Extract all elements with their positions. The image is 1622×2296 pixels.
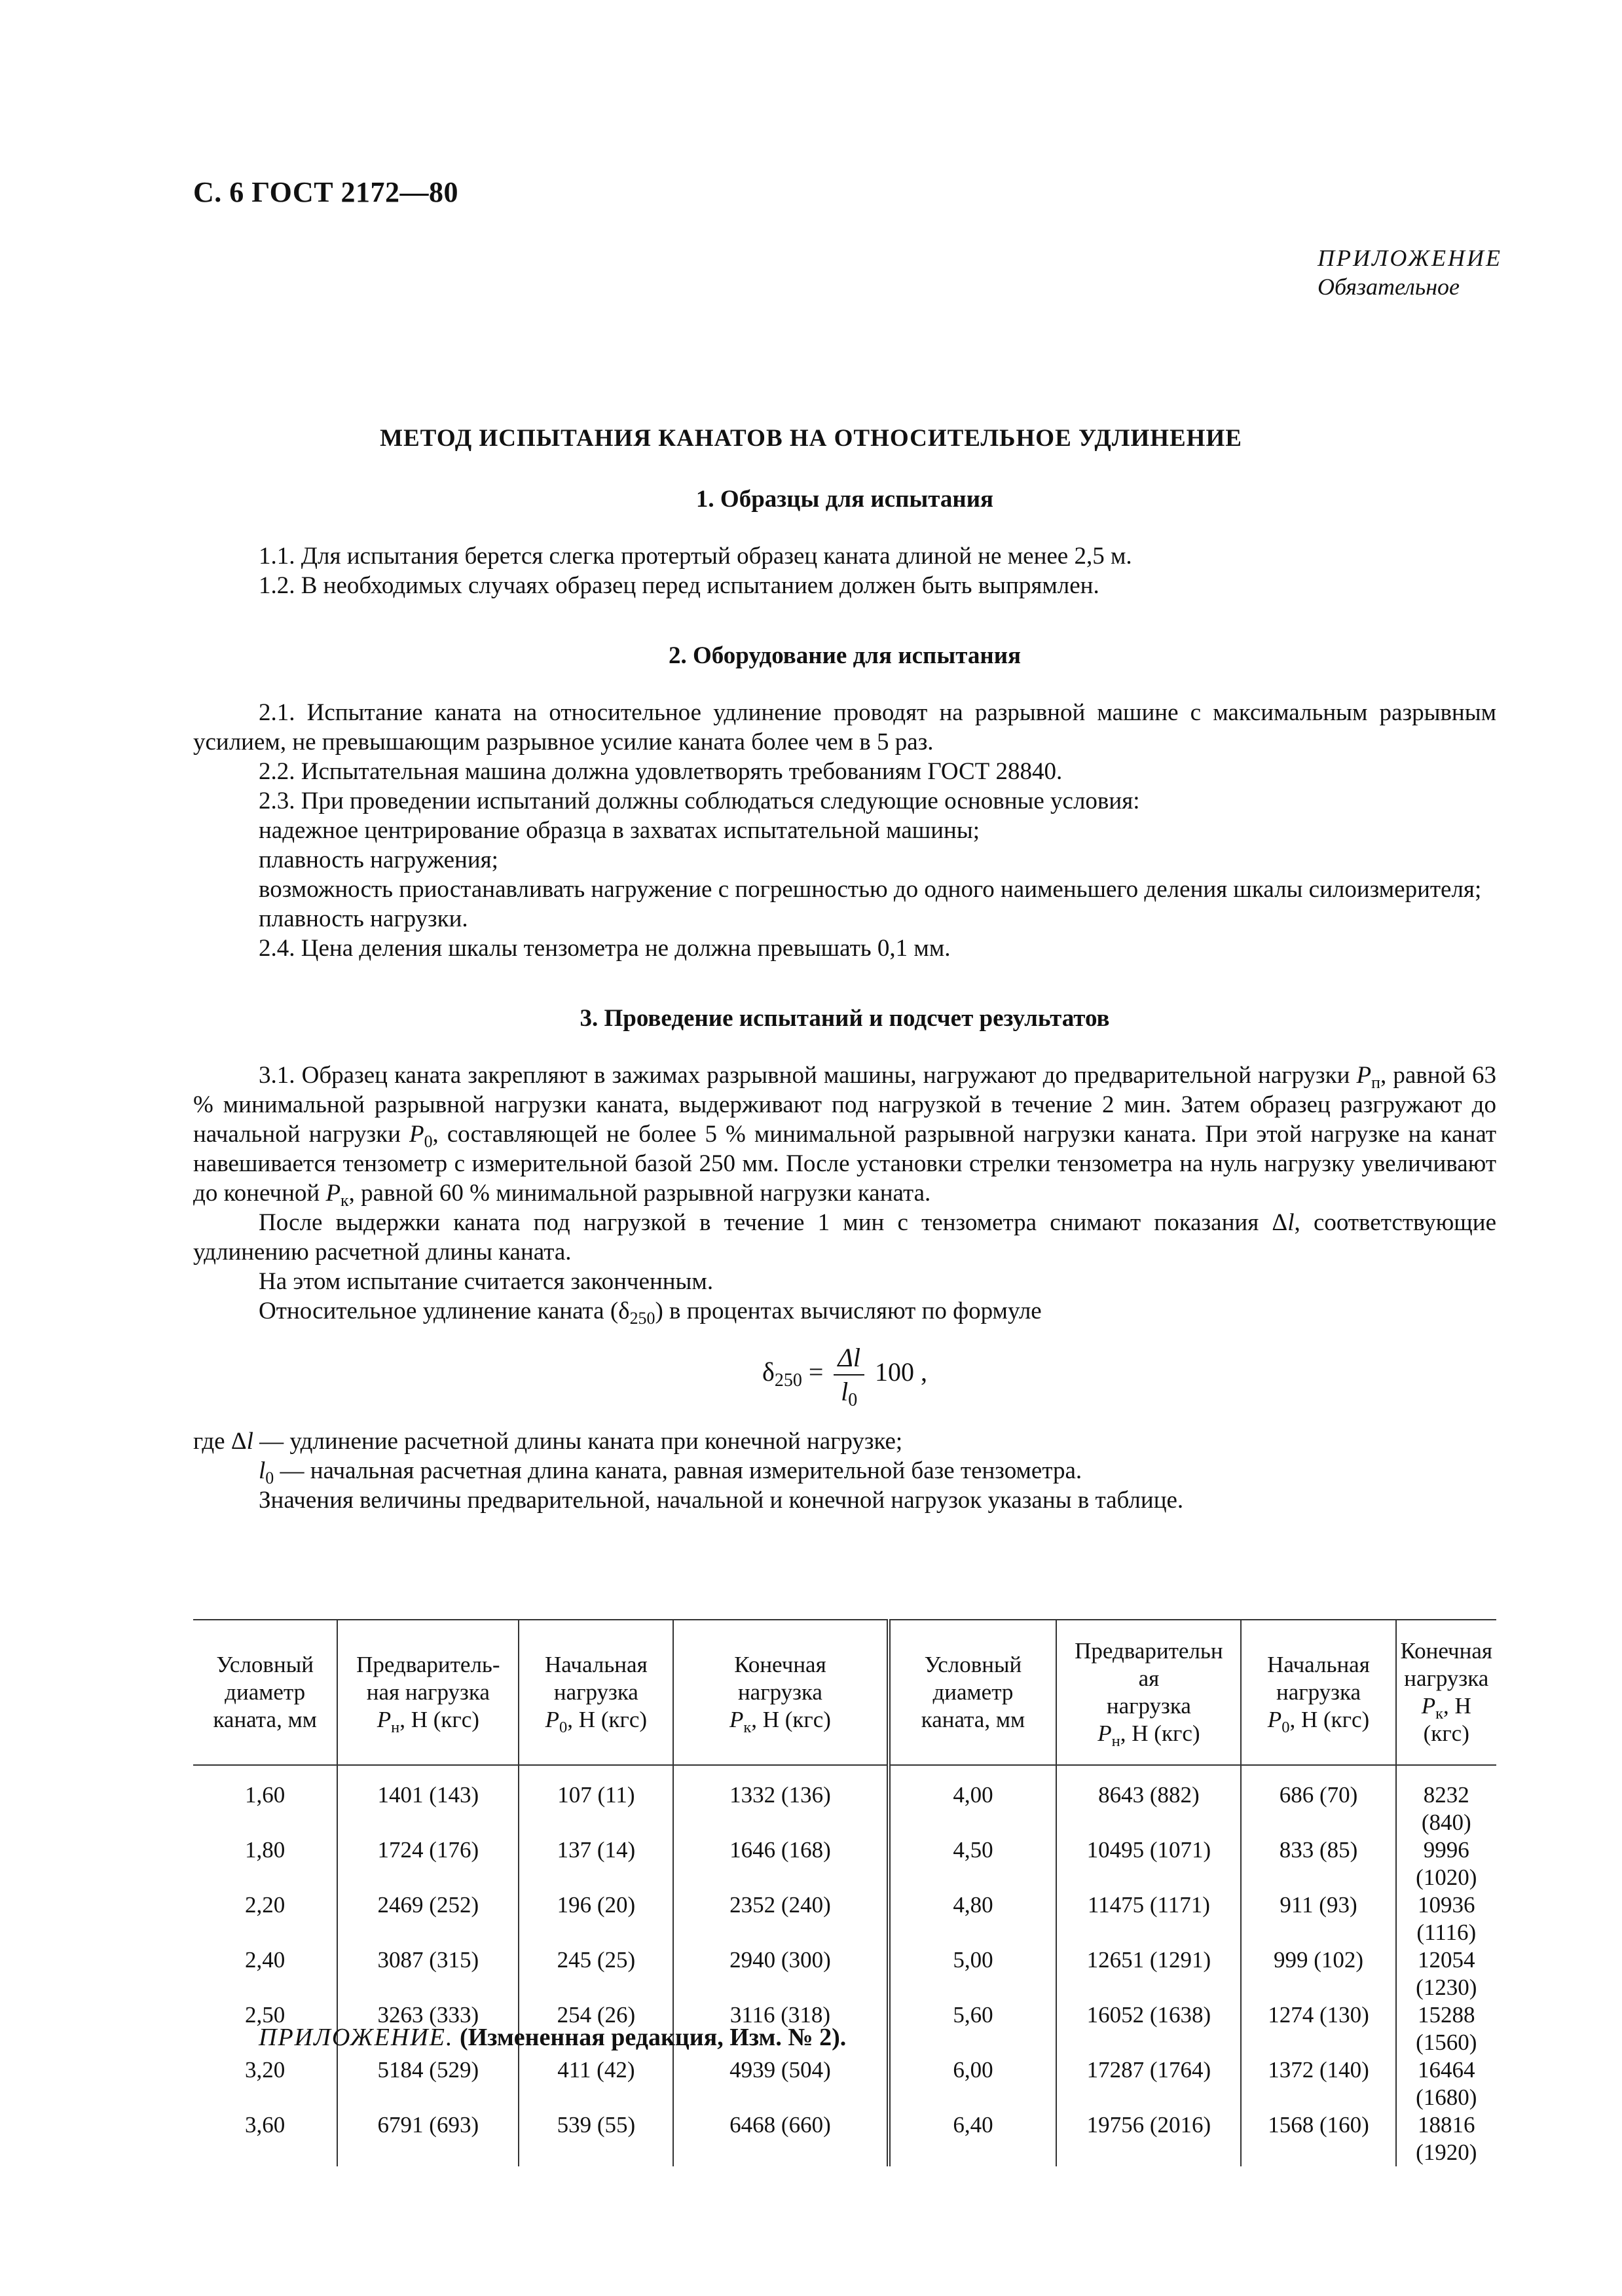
table-cell: 2352 (240) <box>673 1891 888 1946</box>
condition-item: возможность приостанавливать нагружение с погрешностью до одного наименьшего деления шкалы силоизмерителя; <box>259 876 1482 903</box>
header-initial-load: Начальная нагрузка $P_0$, Н (кгс) <box>1241 1620 1395 1765</box>
table-cell: 1646 (168) <box>673 1836 888 1891</box>
header-diameter: Условный диаметр каната, мм <box>193 1620 337 1765</box>
elongation-formula: $\delta_{250}$ = $\frac{\Delta l}{l_0}$ 100 , <box>762 1343 927 1410</box>
condition-item: плавность нагружения; <box>259 847 498 873</box>
table-cell: 2469 (252) <box>337 1891 519 1946</box>
header-preload: Предваритель- ная нагрузка $P_н$, Н (кгс) <box>337 1620 519 1765</box>
table-cell: 2940 (300) <box>673 1946 888 2001</box>
page-header: С. 6 ГОСТ 2172—80 <box>193 176 459 208</box>
table-cell: 196 (20) <box>519 1891 673 1946</box>
paragraph-2-3: 2.3. При проведении испытаний должны соблюдаться следующие основные условия: <box>259 788 1140 814</box>
document-title: МЕТОД ИСПЫТАНИЯ КАНАТОВ НА ОТНОСИТЕЛЬНОЕ УДЛИНЕНИЕ <box>380 425 1242 452</box>
table-cell: 18816 (1920) <box>1396 2111 1496 2166</box>
section-2-heading: 2. Оборудование для испытания <box>668 642 1022 669</box>
table-cell: 1724 (176) <box>337 1836 519 1891</box>
table-cell: 4,50 <box>889 1836 1057 1891</box>
table-cell: 1332 (136) <box>673 1765 888 1836</box>
table-cell: 5,00 <box>889 1946 1057 2001</box>
formula-legend-2: $l_0$ — начальная расчетная длина каната, равная измерительной базе тензометра. <box>259 1457 1082 1487</box>
paragraph-2-4: 2.4. Цена деления шкалы тензометра не должна превышать 0,1 мм. <box>259 935 951 962</box>
appendix-label-block <box>1318 244 1502 301</box>
table-cell: 1,80 <box>245 1837 286 1863</box>
paragraph-3-1-end: На этом испытание считается законченным. <box>259 1268 714 1295</box>
table-cell: 9996 (1020) <box>1396 1836 1496 1891</box>
section-3-heading: 3. Проведение испытаний и подсчет результатов <box>580 1005 1110 1032</box>
table-row <box>193 2111 1496 2166</box>
table-cell: 245 (25) <box>519 1946 673 2001</box>
table-cell: 2,20 <box>245 1892 286 1918</box>
table-cell: 15288 (1560) <box>1396 2001 1496 2056</box>
paragraph-2-1: 2.1. Испытание каната на относительное удлинение проводят на разрывной машине с максимальным разрывным усилием, не превышающим разрывное усилие каната более чем в 5 раз. <box>193 699 1496 756</box>
paragraph-1-2: 1.2. В необходимых случаях образец перед испытанием должен быть выпрямлен. <box>259 572 1099 599</box>
paragraph-3-1-formula-intro: Относительное удлинение каната $(\delta_{250})$ в процентах вычисляют по формуле <box>259 1298 1042 1328</box>
table-row <box>193 1891 1496 1946</box>
header-diameter: Условный диаметр каната, мм <box>889 1620 1057 1765</box>
paragraph-3-1: 3.1. Образец каната закрепляют в зажимах разрывной машины, нагружают до предварительной нагрузки $P_п$, равной 63 % минимальной разрывной нагрузки каната, выдерживают под нагрузкой в течение 2 мин. Затем образец разгружают до начальной нагрузки $P_0$, составляющей не более 5 % минимальной разрывной нагрузки каната. При этой нагрузке на канат навешивается тензометр с измерительной базой 250 мм. После установки стрелки тензометра на нуль нагрузку увеличивают до конечной $P_к$, равной 60 % минимальной разрывной нагрузки каната. <box>193 1062 1497 1210</box>
table-cell: 1568 (160) <box>1241 2111 1395 2166</box>
formula-legend-1: где Δl — удлинение расчетной длины каната при конечной нагрузке; <box>193 1428 903 1455</box>
table-cell: 3,20 <box>245 2057 286 2083</box>
table-cell: 3087 (315) <box>337 1946 519 2001</box>
table-cell: 2,40 <box>245 1947 286 1973</box>
table-cell: 6,40 <box>889 2111 1057 2166</box>
table-row <box>193 1946 1496 2001</box>
table-cell: 686 (70) <box>1241 1765 1395 1836</box>
table-cell: 4939 (504) <box>673 2056 888 2111</box>
table-cell: 8643 (882) <box>1056 1765 1241 1836</box>
table-cell: 3263 (333) <box>337 2001 519 2056</box>
document-body <box>193 484 1496 1515</box>
section-1-heading: 1. Образцы для испытания <box>695 486 994 513</box>
table-cell: 911 (93) <box>1241 1891 1395 1946</box>
table-cell: 107 (11) <box>519 1765 673 1836</box>
table-header-row <box>193 1620 1496 1765</box>
table-cell: 137 (14) <box>519 1836 673 1891</box>
table-cell: 6,00 <box>889 2056 1057 2111</box>
table-cell: 6468 (660) <box>673 2111 888 2166</box>
table-cell: 2,50 <box>245 2002 286 2028</box>
table-cell: 833 (85) <box>1241 1836 1395 1891</box>
table-cell: 11475 (1171) <box>1056 1891 1241 1946</box>
formula-denominator: $l_0$ <box>841 1377 858 1410</box>
table-cell: 254 (26) <box>519 2001 673 2056</box>
amendment-text: (Измененная редакция, Изм. № 2). <box>453 2024 847 2051</box>
table-cell: 3,60 <box>245 2112 286 2138</box>
table-cell: 539 (55) <box>519 2111 673 2166</box>
table-cell: 19756 (2016) <box>1056 2111 1241 2166</box>
header-initial-load: Начальная нагрузка $P_0$, Н (кгс) <box>519 1620 673 1765</box>
amendment-label: ПРИЛОЖЕНИЕ. <box>259 2024 454 2051</box>
table-cell: 1401 (143) <box>337 1765 519 1836</box>
loads-table-wrap <box>193 1619 1496 2166</box>
table-cell: 411 (42) <box>519 2056 673 2111</box>
table-cell: 5,60 <box>889 2001 1057 2056</box>
table-cell: 12054 (1230) <box>1396 1946 1496 2001</box>
paragraph-3-1-reading: После выдержки каната под нагрузкой в течение 1 мин с тензометра снимают показания Δl, соответствующие удлинению расчетной длины каната. <box>193 1209 1497 1266</box>
formula-numerator: Δl <box>834 1341 864 1376</box>
table-cell: 1274 (130) <box>1241 2001 1395 2056</box>
table-intro: Значения величины предварительной, начальной и конечной нагрузок указаны в таблице. <box>259 1487 1184 1514</box>
table-cell: 4,80 <box>889 1891 1057 1946</box>
table-cell: 5184 (529) <box>337 2056 519 2111</box>
table-row <box>193 1836 1496 1891</box>
loads-table <box>193 1619 1496 2166</box>
table-cell: 6791 (693) <box>337 2111 519 2166</box>
condition-item: надежное центрирование образца в захватах испытательной машины; <box>259 817 980 844</box>
table-cell: 17287 (1764) <box>1056 2056 1241 2111</box>
appendix-label: ПРИЛОЖЕНИЕ <box>1318 245 1502 271</box>
paragraph-2-2: 2.2. Испытательная машина должна удовлетворять требованиям ГОСТ 28840. <box>259 758 1063 785</box>
condition-item: плавность нагрузки. <box>259 905 468 932</box>
amendment-note <box>259 2023 846 2052</box>
paragraph-1-1: 1.1. Для испытания берется слегка протертый образец каната длиной не менее 2,5 м. <box>259 543 1132 570</box>
table-cell: 8232 (840) <box>1396 1765 1496 1836</box>
table-cell: 4,00 <box>889 1765 1057 1836</box>
header-final-load: Конечная нагрузка $P_к$, Н (кгс) <box>1396 1620 1496 1765</box>
table-cell: 10936 (1116) <box>1396 1891 1496 1946</box>
table-cell: 1,60 <box>245 1782 286 1808</box>
table-cell: 16464 (1680) <box>1396 2056 1496 2111</box>
header-final-load: Конечная нагрузка $P_к$, Н (кгс) <box>673 1620 888 1765</box>
table-cell: 16052 (1638) <box>1056 2001 1241 2056</box>
appendix-status: Обязательное <box>1318 274 1460 300</box>
table-cell: 999 (102) <box>1241 1946 1395 2001</box>
table-row <box>193 2056 1496 2111</box>
table-cell: 12651 (1291) <box>1056 1946 1241 2001</box>
header-preload: Предварительн ая нагрузка $P_н$, Н (кгс) <box>1056 1620 1241 1765</box>
table-cell: 1372 (140) <box>1241 2056 1395 2111</box>
table-row <box>193 1765 1496 1836</box>
table-cell: 3116 (318) <box>673 2001 888 2056</box>
table-cell: 10495 (1071) <box>1056 1836 1241 1891</box>
